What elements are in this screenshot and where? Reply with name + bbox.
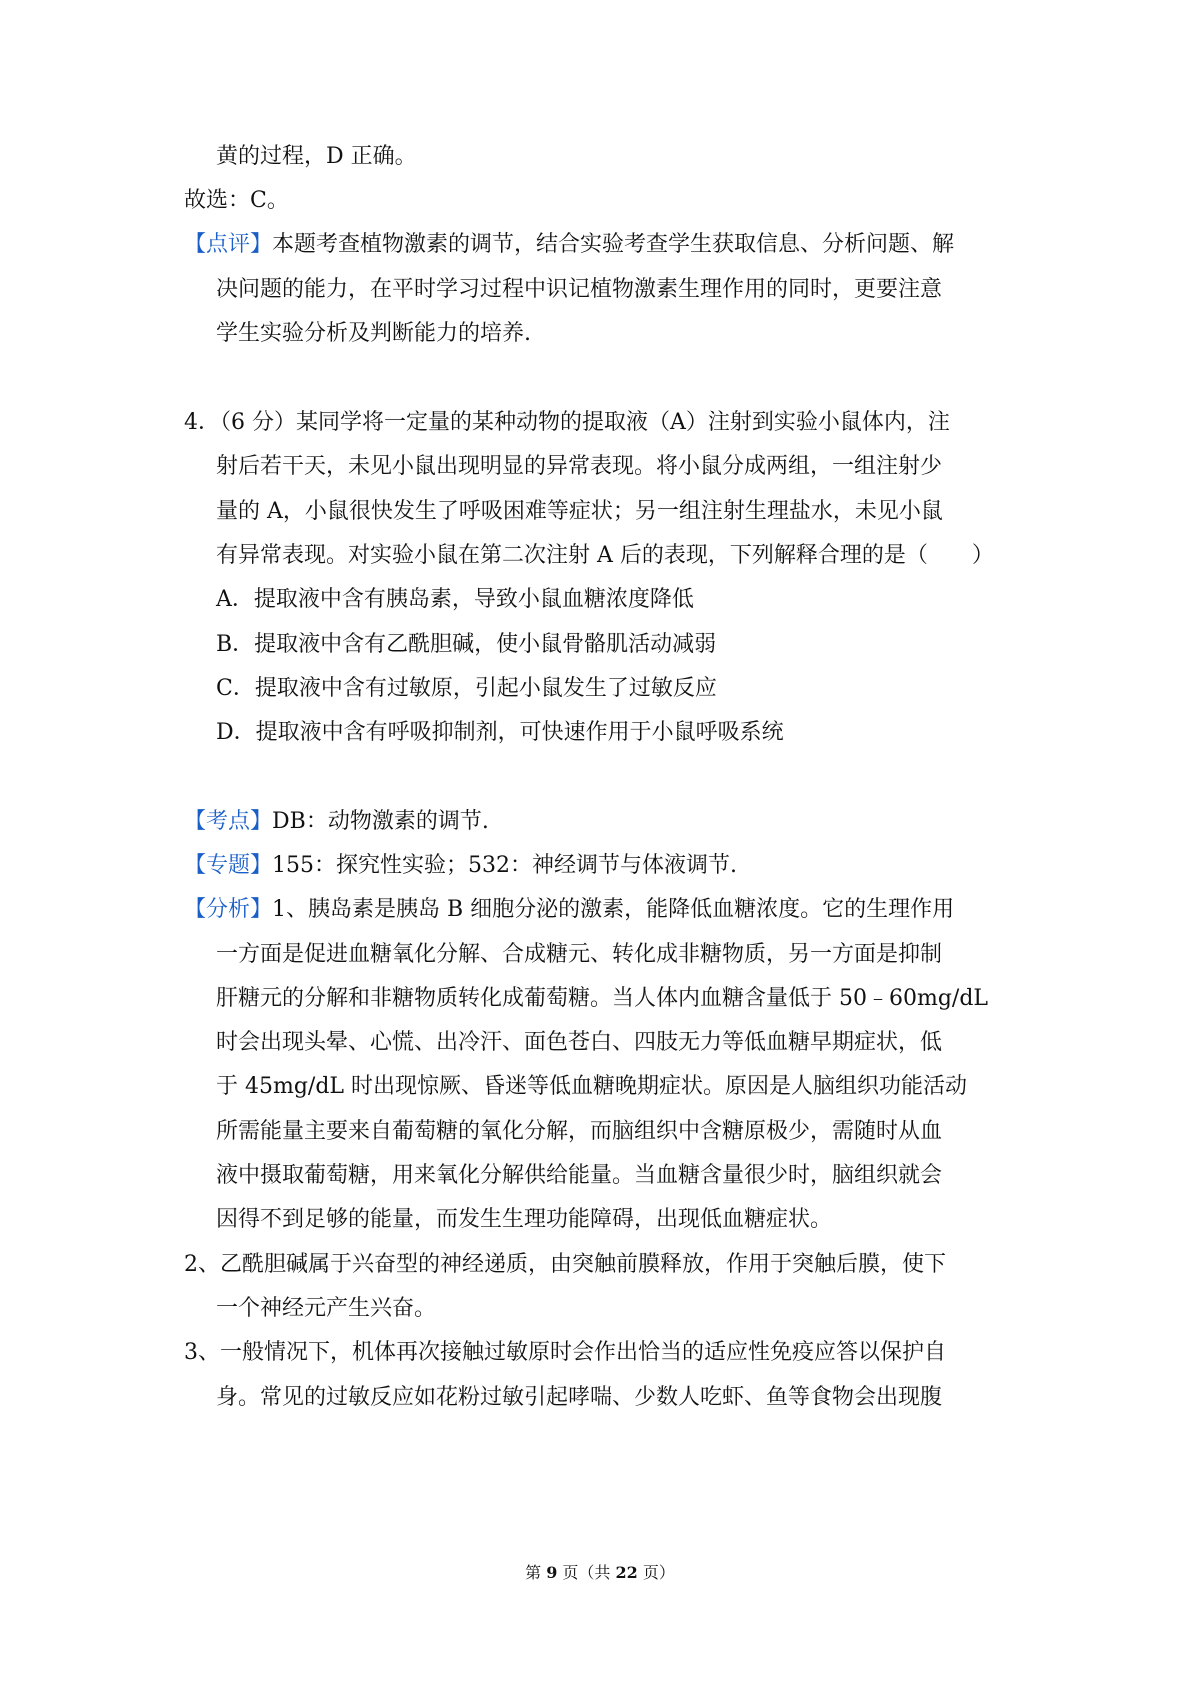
analysis-line: 肝糖元的分解和非糖物质转化成葡萄糖。当人体内血糖含量低于 50﹣60mg/dL	[216, 986, 989, 1011]
analysis-tag: 【分析】	[184, 897, 273, 922]
page-footer	[0, 1560, 1200, 1583]
question-stem-line: 量的 A，小鼠很快发生了呼吸困难等症状；另一组注射生理盐水，未见小鼠	[216, 499, 943, 524]
footer-mid: 页（共	[562, 1563, 611, 1582]
question-stem-line: 有异常表现。对实验小鼠在第二次注射 A 后的表现，下列解释合理的是（ ）	[216, 543, 994, 568]
option-c: C．提取液中含有过敏原，引起小鼠发生了过敏反应	[216, 676, 717, 701]
question-stem-line: 射后若干天，未见小鼠出现明显的异常表现。将小鼠分成两组，一组注射少	[216, 454, 943, 479]
zhuanti-line	[184, 851, 737, 881]
analysis-line: 因得不到足够的能量，而发生生理功能障碍，出现低血糖症状。	[216, 1207, 833, 1232]
analysis-point-3-cont: 身。常见的过敏反应如花粉过敏引起哮喘、少数人吃虾、鱼等食物会出现腹	[216, 1385, 943, 1410]
footer-page-number: 9	[546, 1563, 558, 1582]
question-stem-line: 4．（6 分）某同学将一定量的某种动物的提取液（A）注射到实验小鼠体内，注	[184, 410, 950, 435]
footer-post: 页）	[642, 1563, 675, 1582]
answer-text-line: 黄的过程，D 正确。	[216, 144, 417, 169]
option-d: D．提取液中含有呼吸抑制剂，可快速作用于小鼠呼吸系统	[216, 720, 784, 745]
option-b: B．提取液中含有乙酰胆碱，使小鼠骨骼肌活动减弱	[216, 632, 717, 657]
kaodian-line	[184, 807, 489, 837]
review-line	[184, 230, 954, 260]
zhuanti-tag: 【专题】	[184, 853, 273, 878]
option-a: A．提取液中含有胰岛素，导致小鼠血糖浓度降低	[216, 587, 694, 612]
analysis-point-2-cont: 一个神经元产生兴奋。	[216, 1296, 437, 1321]
footer-total-pages: 22	[615, 1563, 638, 1582]
footer-pre: 第	[525, 1563, 542, 1582]
answer-choice: 故选：C。	[184, 188, 289, 213]
analysis-point-3: 3、一般情况下，机体再次接触过敏原时会作出恰当的适应性免疫应答以保护自	[184, 1340, 946, 1365]
analysis-text: 1、胰岛素是胰岛 B 细胞分泌的激素，能降低血糖浓度。它的生理作用	[272, 897, 955, 922]
review-text: 本题考查植物激素的调节，结合实验考查学生获取信息、分析问题、解	[272, 232, 955, 257]
kaodian-tag: 【考点】	[184, 809, 273, 834]
kaodian-text: DB：动物激素的调节.	[272, 809, 489, 834]
analysis-line: 于 45mg/dL 时出现惊厥、昏迷等低血糖晚期症状。原因是人脑组织功能活动	[216, 1074, 968, 1099]
analysis-line: 一方面是促进血糖氧化分解、合成糖元、转化成非糖物质，另一方面是抑制	[216, 942, 943, 967]
analysis-line: 时会出现头晕、心慌、出冷汗、面色苍白、四肢无力等低血糖早期症状，低	[216, 1030, 943, 1055]
zhuanti-text: 155：探究性实验；532：神经调节与体液调节.	[272, 853, 737, 878]
review-tag: 【点评】	[184, 232, 273, 257]
analysis-line	[184, 895, 954, 925]
analysis-line: 液中摄取葡萄糖，用来氧化分解供给能量。当血糖含量很少时，脑组织就会	[216, 1163, 943, 1188]
review-line: 决问题的能力，在平时学习过程中识记植物激素生理作用的同时，更要注意	[216, 277, 943, 302]
analysis-line: 所需能量主要来自葡萄糖的氧化分解，而脑组织中含糖原极少，需随时从血	[216, 1119, 943, 1144]
review-line: 学生实验分析及判断能力的培养.	[216, 321, 531, 346]
analysis-point-2: 2、乙酰胆碱属于兴奋型的神经递质，由突触前膜释放，作用于突触后膜，使下	[184, 1252, 946, 1277]
